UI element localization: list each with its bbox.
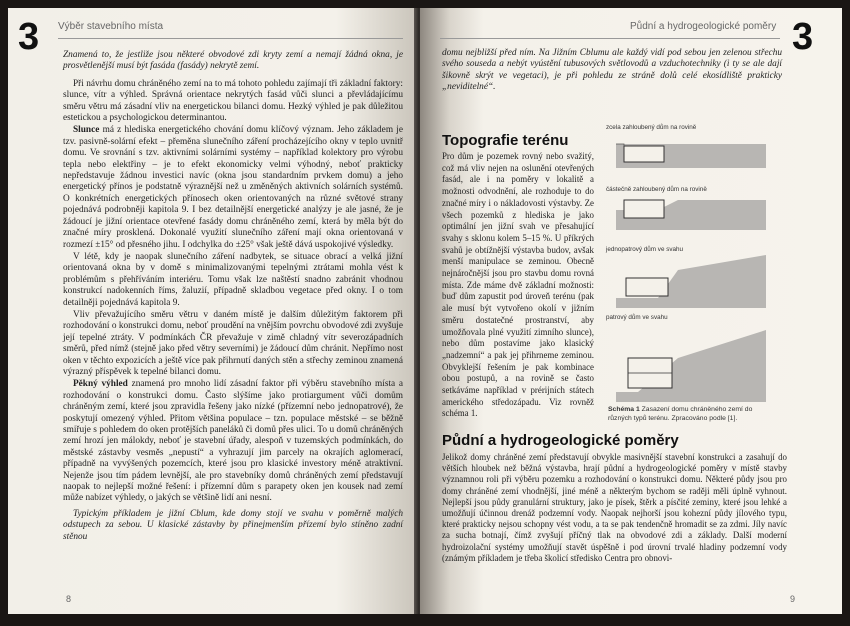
- left-page: [8, 8, 418, 614]
- paragraph-text: Vliv převažujícího směru větru v daném místě je dalším důležitým faktorem při rozhodování o konstrukci domu, neboť proudění na vnějším povrchu obvodové zdi zvyšuje její tepelné ztráty. V podmínkách ČR převažuje v zimě chladný vítr severozápadních směrů, před nímž (stejně jako před větry severními) je žádoucí dům chránit. Nepřímo nost oken v těchto expozicích a ještě více pak přihrnutí daných stěn a střechy zeminou znamená výrazný příspěvek k tepelné bilanci domu.: [63, 309, 403, 377]
- section-heading-topografie: Topografie terénu: [442, 132, 569, 149]
- page-number: 8: [66, 594, 72, 604]
- intro-italic: Znamená to, že jestliže jsou některé obvodové zdi kryty zemí a nemají žádná okna, je prosvětlenější musí být fasáda (fasády) nekrytě zemí.: [63, 50, 403, 72]
- closing-italic: Typickým příkladem je jižní Cblum, kde domy stojí ve svahu v poměrně malých odstupech za sebou. U klasické zástavby by přinejmenším přízemí bylo stíněno zadní stěnou: [63, 508, 403, 542]
- right-intro-italic: domu nejbližší před ním. Na Jižním Cblumu ale každý vidí pod sebou jen zelenou střechu svého souseda a nebýt vyústění tubusových světlovodů a vzduchotechniky (i ty se ale dají šikovně skrýt ve vegetaci), je při pohledu ze stráně dolů celé ekosídliště prakticky „neviditelné“.: [442, 48, 782, 93]
- paragraph-text: má z hlediska energetického chování domu klíčový význam. Jeho základem je tzv. pasivně-solární efekt – přeměna slunečního záření procházejícího okny v teplo uvnitř domu. Ve srovnání s tzv. aktivními solárními systémy – například kolektory pro výrobu tepla nebo elektřiny – je to efekt ekonomicky velmi výhodný, neboť prakticky nepředstavuje žádnou investici navíc (okna jsou standardním prvkem domu) a jeho energetický přínos je podstatně výraznější než u změněných aktivních solárních systémů. O konkrétních energetických přínosech oken orientovaných na různé světové strany pojednává podrobněji kapitola 9. I bez detailnější energetické analýzy je ale jasné, že je žádoucí je jižní orientace otevřené fasády domu chráněného zemí, která by měla být do značné míry prosklená. Dokonalé využití slunečního záření mají okna orientovaná v rozmezí ±15° od přesného jihu. I odchylka do ±25° však ještě dává uspokojivé výsledky.: [63, 125, 403, 250]
- diagram-panel-4: [616, 330, 766, 402]
- diagram-panel-1: [616, 144, 766, 168]
- diagram-label-4: patrový dům ve svahu: [606, 314, 668, 321]
- diagram-panel-3: [616, 255, 766, 308]
- section-heading-pudni: Půdní a hydrogeologické poměry: [442, 432, 679, 449]
- left-body-text: [63, 50, 403, 544]
- paragraph-text: znamená pro mnoho lidí zásadní faktor při výběru stavebního místa a rozhodování o konstrukci domu. Často slýšíme jako protiargument vůči domům chráněným zemí, které jsou zpravidla řešeny jako nízké (přízemní nebo jednopatrové), že poskytují omezený výhled. Přitom většina populace – tzn. populace městské – se běžně smiřuje s pohledem do oken protějších paneláků či domů přes ulici. To u domů chráněných zemí hrozí jen málokdy, neboť je stavební úřady, alespoň v tuzemských podmínkách, do městské zástavby vesměs „nepustí“ a vyhrazují jim parcely na okrajích aglomerací, případně na vyvýšených pozemcích, které jsou pro klasické investory méně atraktivní. Nejenže jsou tím pádem levnější, ale pro stavebníky domů chráněných zemí představují naopak to nejlepší možné řešení: i přízemní dům s parapety oken jen kousek nad zemí může nabízet výhledy, o jakých se většině lidí ani nesní.: [63, 379, 404, 504]
- paragraph: [63, 310, 403, 378]
- paragraph-slunce: [63, 125, 403, 250]
- page-number: 9: [790, 594, 796, 604]
- header-rule: [58, 38, 403, 39]
- paragraph-text: V létě, kdy je naopak slunečního záření nadbytek, se situace obrací a velká jižní orientovaná okna by v domě s minimalizovanými tepelnými ztrátami mohla vést k problémům s přehříváním interiéru. Tomu však lze naštěstí snadno zabránit vhodnou konstrukcí nadokenních říms, žaluzií, případně skladbou vegetace před okny. I o tom detailněji pojednává kapitola 9.: [63, 251, 403, 308]
- chapter-number: 3: [792, 16, 814, 58]
- diagram-label-2: částečně zahloubený dům na rovině: [606, 186, 707, 193]
- house-outline: [624, 200, 664, 218]
- paragraph-lead: Slunce: [73, 125, 100, 136]
- section-pudni-text: Jelikož domy chráněné zemí představují obvykle masivnější stavební konstrukci a zasahují do větších hloubek než běžná výstavba, hrají půdní a hydrogeologické poměry v místě stavby významnou roli při výběru pozemku a rozhodování o konstrukci domu. Některé půdy jsou pro domy chráněné zemí vhodnější, jiné méně a některým bychom se raději měli úplně vyhnout. Nejlepší jsou půdy granulární struktury, jako je písek, štěrk a písčité zeminy, které jsou lehké a umožňují účinnou drenáž podzemní vody. Naopak nejhorší jsou kohezní půdy jílového typu, které prakticky nejsou schopny vést vodu, a ta se pak tendenčně hromadit se za zdmi. Jíly navíc za sucha botnají, čímž zvyšují příčný tlak na obvodové zdi a základy. Další moderní hydroizolační systémy umožňují stavět úspěšně i pod úrovní trvalé hladiny podzemní vody (známým příkladem je třeba školicí středisko Centra pro obnovi-: [442, 452, 787, 563]
- chapter-number: 3: [18, 16, 40, 58]
- diagram-label-1: zcela zahloubený dům na rovině: [606, 124, 697, 131]
- house-outline: [626, 278, 668, 296]
- paragraph-text: Při návrhu domu chráněného zemí na to má tohoto pohledu zajímají tři základní faktory: slunce, vítr a výhled. Správná orientace nekrytých fasád vůči slunci a převládajícímu směru větru má zásadní vliv na energetickou bilanci domu. Hezký výhled je pak důležitou estetickou a psychologickou determinantou.: [63, 78, 403, 124]
- diagram-panel-2: [616, 200, 766, 230]
- paragraph-lead: Pěkný výhled: [73, 379, 128, 390]
- paragraph: [63, 252, 403, 309]
- diagram-caption: [608, 406, 778, 423]
- section-topografie-text: Pro dům je pozemek rovný nebo svažitý, což má vliv nejen na oslunění otevřených fasád, ale i na poměry v lokalitě a možnosti odvodnění, ale rozhoduje to do značné míry i o nákladovosti výstavby. Ze všech pozemků z hlediska je jako optimální jen jižní svah ve přesahující svahy s sklonu kolem 5–15 %. U příkrých svahů je obtížnější výstavba budov, avšak menší manipulace se zeminou. Obecně nejnáročnější jsou pro stavbu domu rovná místa. Zde máme dvě základní možnosti: buď dům zapustit pod úroveň terénu (pak ale musí být vytvořeno okolí v jižním směru dostatečné prostranství, aby umožňovala plné využití zimního slunce), nebo dům postavíme jako klasický „nadzemní“ a pak jej přihrneme zeminou. Obvyklejší řešením je pak kombinace obou postupů, a na rovině se často setkáváme například v prérijních státech amerického středozápadu. Viz rovněž schéma 1.: [442, 151, 594, 419]
- caption-prefix: Schéma 1: [608, 406, 640, 413]
- running-head: Půdní a hydrogeologické poměry: [630, 21, 777, 32]
- diagram-label-3: jednopatrový dům ve svahu: [606, 246, 684, 253]
- terrain-diagram: [598, 130, 770, 420]
- paragraph: [63, 79, 403, 125]
- header-rule: [440, 38, 780, 39]
- running-head: Výběr stavebního místa: [58, 21, 164, 32]
- paragraph-vyhled: [63, 379, 403, 504]
- caption-text: Zasazení domu chráněného zemí do různých typů terénu. Zpracováno podle [1].: [608, 406, 753, 422]
- right-page: [420, 8, 842, 614]
- house-outline: [624, 146, 664, 162]
